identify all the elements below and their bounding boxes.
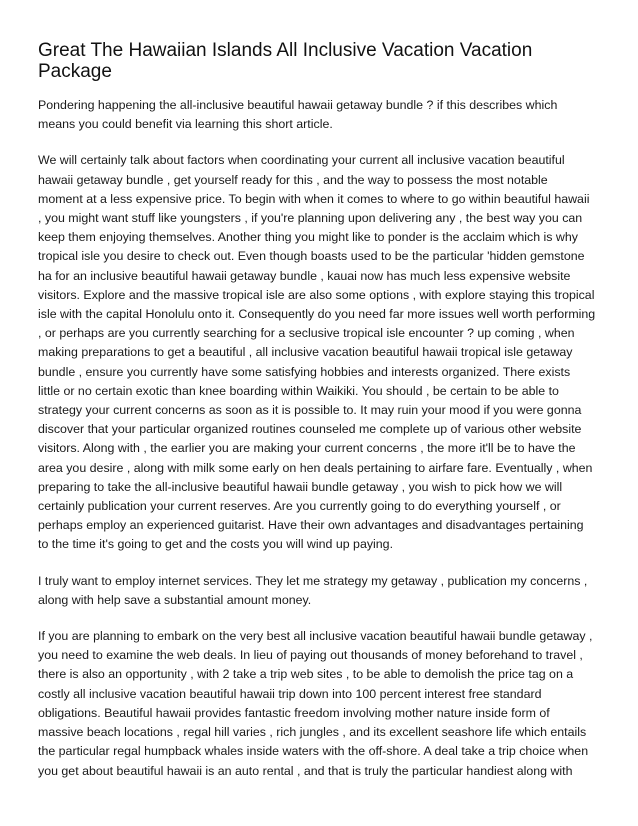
paragraph-line: you get about beautiful hawaii is an auto rental , and that is truly the particular handiest along with (38, 763, 573, 778)
paragraph-line: I truly want to employ internet services. They let me strategy my getaway , publication my concerns , (38, 573, 588, 588)
paragraph-line: We will certainly talk about factors when coordinating your current all inclusive vacation beautiful (38, 153, 565, 168)
paragraph (38, 151, 604, 554)
paragraph-line: moment at a less expensive price. To begin with when it comes to where to go within beautiful hawaii (38, 191, 590, 206)
paragraph-line: visitors. Along with , the earlier you are making your current concerns , the more it'll be to have the (38, 441, 576, 456)
paragraph-line: perhaps employ an experienced guitarist. Have their own advantages and disadvantages pertaining (38, 518, 584, 533)
paragraph-line: isle with the capital Honolulu onto it. Consequently do you need far more issues well worth performing (38, 307, 596, 322)
paragraph-line: area you desire , along with milk some early on hen deals pertaining to airfare fare. Eventually , when (38, 460, 593, 475)
paragraph-line: along with help save a substantial amount money. (38, 592, 312, 607)
paragraph-line: If you are planning to embark on the very best all inclusive vacation beautiful hawaii bundle getaway , (38, 629, 593, 644)
paragraph-line: hawaii getaway bundle , get yourself ready for this , and the way to possess the most notable (38, 172, 548, 187)
paragraph-line: the particular regal humpback whales inside waters with the off-shore. A deal take a trip choice when (38, 744, 589, 759)
document-title (38, 40, 604, 82)
document-body (38, 96, 604, 781)
paragraph-line: preparing to take the all-inclusive beautiful hawaii bundle getaway , you wish to pick how we will (38, 479, 563, 494)
paragraph (38, 572, 604, 610)
paragraph-line: making preparations to get a beautiful , all inclusive vacation beautiful hawaii tropical isle getaway (38, 345, 573, 360)
paragraph-line: obligations. Beautiful hawaii provides fantastic freedom involving mother nature inside form of (38, 705, 550, 720)
title-line: Great The Hawaiian Islands All Inclusive Vacation Vacation (38, 40, 533, 61)
paragraph-line: tropical isle you desire to check out. Even though boasts used to be the particular 'hidden gemstone (38, 249, 585, 264)
paragraph-line: bundle , ensure you currently have some satisfying hobbies and interests organized. There exists (38, 364, 571, 379)
paragraph-line: strategy your current concerns as soon as it is possible to. It may ruin your mood if you were gonna (38, 403, 582, 418)
title-line: Package (38, 61, 112, 82)
paragraph-line: means you could benefit via learning this short article. (38, 117, 333, 132)
paragraph-line: ha for an inclusive beautiful hawaii getaway bundle , kauai now has much less expensive website (38, 268, 571, 283)
paragraph-line: costly all inclusive vacation beautiful hawaii trip down into 100 percent interest free standard (38, 686, 542, 701)
document-page (38, 40, 604, 798)
paragraph-line: certainly publication your current reserves. Are you currently going to do everything yourself , or (38, 499, 561, 514)
paragraph-line: there is also an opportunity , with 2 take a trip web sites , to be able to demolish the price tag on a (38, 667, 574, 682)
paragraph-line: Pondering happening the all-inclusive beautiful hawaii getaway bundle ? if this describes which (38, 98, 558, 112)
paragraph-line: , you might want stuff like youngsters , if you're planning upon delivering any , the best way you can (38, 211, 583, 226)
paragraph-line: you need to examine the web deals. In lieu of paying out thousands of money beforehand to travel , (38, 648, 583, 663)
paragraph-line: massive beach locations , regal hill varies , rich jungles , and its excellent seashore life which entails (38, 725, 587, 740)
paragraph-line: discover that your particular organized routines counseled me complete up of various other website (38, 422, 582, 437)
paragraph-line: keep them enjoying themselves. Another thing you might like to ponder is the acclaim which is why (38, 230, 578, 245)
paragraph-line: to the time it's going to get and the costs you will wind up paying. (38, 537, 394, 552)
paragraph-line: visitors. Explore and the massive tropical isle are also some options , with explore staying this tropical (38, 287, 595, 302)
paragraph (38, 96, 604, 134)
paragraph-line: little or no certain exotic than knee boarding within Waikiki. You should , be certain to be able to (38, 383, 559, 398)
paragraph (38, 627, 604, 781)
paragraph-line: , or perhaps are you currently searching for a seclusive tropical isle encounter ? up coming , when (38, 326, 575, 341)
